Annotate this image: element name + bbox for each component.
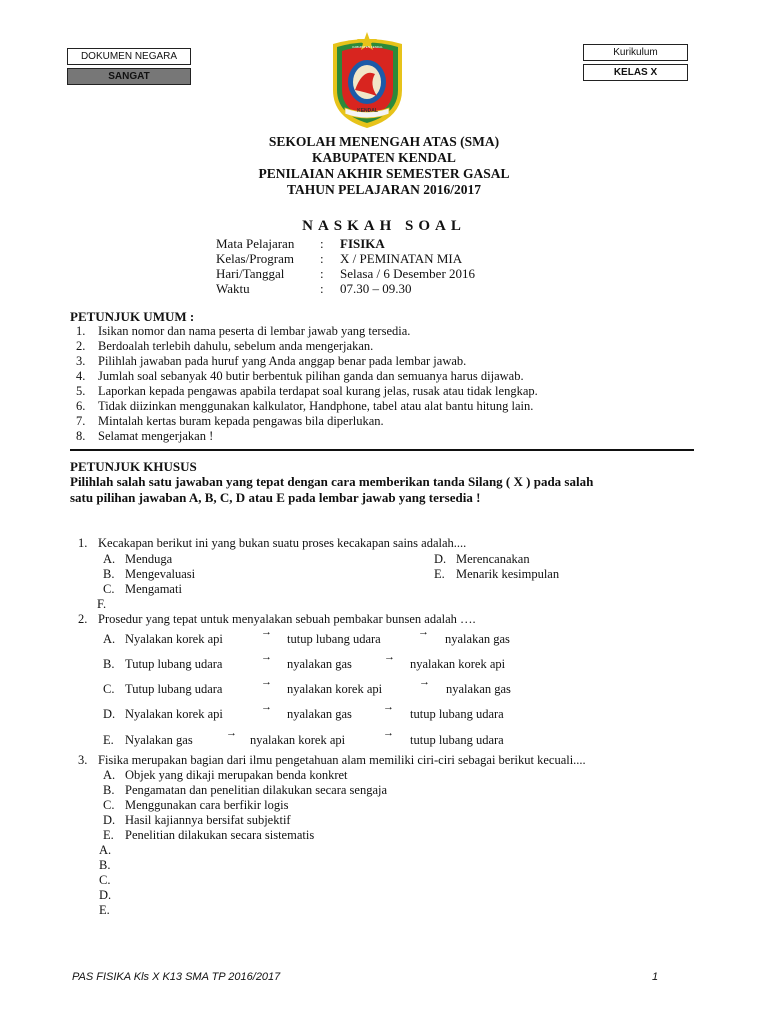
info-value-date: Selasa / 6 Desember 2016 [340, 266, 476, 281]
item-number: 6. [76, 399, 86, 413]
option-letter: A. [103, 768, 116, 782]
option-extra: F. [97, 597, 107, 611]
instruction-item [76, 369, 524, 384]
question-text: Kecakapan berikut ini yang bukan suatu proses kecakapan sains adalah.... [98, 536, 467, 550]
question-1 [78, 536, 466, 551]
option-e [103, 828, 314, 843]
page-number: 1 [652, 971, 659, 983]
option-letter: A. [103, 552, 116, 566]
option-b [103, 783, 387, 798]
option-letter: E. [103, 828, 114, 842]
arrow-icon: → [384, 651, 395, 663]
option-extra: C. [99, 873, 111, 887]
option-letter: D. [434, 552, 447, 566]
option-a [103, 632, 223, 647]
info-value-time: 07.30 – 09.30 [340, 281, 412, 296]
option-extra: E. [99, 903, 110, 917]
arrow-icon: → [418, 626, 429, 638]
info-value-class: X / PEMINATAN MIA [340, 251, 463, 266]
question-2 [78, 612, 476, 627]
option-step: Nyalakan korek api [125, 632, 223, 646]
general-instructions-heading: PETUNJUK UMUM : [70, 309, 195, 324]
special-instructions-heading: PETUNJUK KHUSUS [70, 459, 197, 474]
item-number: 2. [76, 339, 86, 353]
item-text: Pilihlah jawaban pada huruf yang Anda anggap benar pada lembar jawab. [98, 354, 467, 368]
option-text: Menggunakan cara berfikir logis [125, 798, 289, 812]
arrow-icon: → [383, 701, 394, 713]
option-letter: C. [103, 682, 115, 696]
option-text: Penelitian dilakukan secara sistematis [125, 828, 315, 842]
option-text: Menarik kesimpulan [456, 567, 560, 581]
option-letter: B. [103, 657, 115, 671]
option-d [103, 813, 291, 828]
option-letter: B. [103, 783, 115, 797]
item-text: Mintalah kertas buram kepada pengawas bila diperlukan. [98, 414, 384, 428]
option-extra: D. [99, 888, 112, 902]
item-number: 7. [76, 414, 86, 428]
info-colon: : [320, 281, 324, 296]
question-text: Fisika merupakan bagian dari ilmu pengetahuan alam memiliki ciri-ciri sebagai berikut kecuali.... [98, 753, 586, 767]
class-badge: KELAS X [583, 64, 688, 81]
info-label-subject: Mata Pelajaran [216, 236, 295, 251]
secrecy-badge: SANGAT [67, 68, 191, 85]
item-number: 8. [76, 429, 86, 443]
option-step: nyalakan gas [446, 682, 511, 696]
option-text: Objek yang dikaji merupakan benda konkret [125, 768, 348, 782]
option-letter: C. [103, 582, 115, 596]
question-number: 2. [78, 612, 88, 626]
item-number: 1. [76, 324, 86, 338]
option-text: Mengevaluasi [125, 567, 196, 581]
option-extra: B. [99, 858, 111, 872]
option-step: Tutup lubang udara [125, 682, 223, 696]
option-text: Mengamati [125, 582, 182, 596]
item-text: Selamat mengerjakan ! [98, 429, 214, 443]
item-number: 5. [76, 384, 86, 398]
option-d [434, 552, 530, 567]
option-letter: E. [103, 733, 114, 747]
section-divider [70, 449, 694, 451]
question-number: 1. [78, 536, 88, 550]
option-c [103, 682, 222, 697]
arrow-icon: → [226, 727, 237, 739]
arrow-icon: → [261, 701, 272, 713]
regency-name: KABUPATEN KENDAL [312, 150, 456, 165]
option-step: tutup lubang udara [410, 733, 504, 747]
exam-name: PENILAIAN AKHIR SEMESTER GASAL [258, 166, 510, 181]
option-e [103, 733, 193, 748]
question-3 [78, 753, 586, 768]
instruction-item [76, 399, 533, 414]
arrow-icon: → [261, 651, 272, 663]
option-extra: A. [99, 843, 112, 857]
item-text: Laporkan kepada pengawas apabila terdapat soal kurang jelas, rusak atau tidak lengkap. [98, 384, 538, 398]
curriculum-label: Kurikulum [583, 44, 688, 61]
instruction-item [76, 429, 213, 444]
special-instructions-line: Pilihlah salah satu jawaban yang tepat dengan cara memberikan tanda Silang ( X ) pada salah [70, 474, 594, 489]
option-step: Nyalakan gas [125, 733, 193, 747]
option-a [103, 768, 348, 783]
option-step: nyalakan korek api [250, 733, 346, 747]
option-step: nyalakan gas [445, 632, 510, 646]
option-c [103, 582, 182, 597]
arrow-icon: → [419, 676, 430, 688]
item-text: Isikan nomor dan nama peserta di lembar jawab yang tersedia. [98, 324, 411, 338]
option-step: nyalakan gas [287, 657, 352, 671]
option-text: Menduga [125, 552, 173, 566]
document-class-label: DOKUMEN NEGARA [67, 48, 191, 65]
instruction-item [76, 339, 373, 354]
option-b [103, 657, 222, 672]
option-letter: A. [103, 632, 116, 646]
item-text: Berdoalah terlebih dahulu, sebelum anda mengerjakan. [98, 339, 374, 353]
instruction-item [76, 324, 410, 339]
option-step: tutup lubang udara [410, 707, 504, 721]
option-letter: B. [103, 567, 115, 581]
question-text: Prosedur yang tepat untuk menyalakan sebuah pembakar bunsen adalah …. [98, 612, 476, 626]
option-c [103, 798, 288, 813]
option-step: nyalakan korek api [410, 657, 506, 671]
option-letter: D. [103, 707, 116, 721]
info-colon: : [320, 236, 324, 251]
item-number: 4. [76, 369, 86, 383]
info-colon: : [320, 266, 324, 281]
option-d [103, 707, 223, 722]
item-number: 3. [76, 354, 86, 368]
info-label-class: Kelas/Program [216, 251, 294, 266]
option-step: Nyalakan korek api [125, 707, 223, 721]
option-text: Hasil kajiannya bersifat subjektif [125, 813, 291, 827]
arrow-icon: → [261, 676, 272, 688]
option-step: nyalakan gas [287, 707, 352, 721]
instruction-item [76, 384, 538, 399]
instruction-item [76, 414, 384, 429]
arrow-icon: → [261, 626, 272, 638]
option-step: Tutup lubang udara [125, 657, 223, 671]
option-letter: C. [103, 798, 115, 812]
info-colon: : [320, 251, 324, 266]
option-step: nyalakan korek api [287, 682, 383, 696]
item-text: Jumlah soal sebanyak 40 butir berbentuk pilihan ganda dan semuanya harus dijawab. [98, 369, 524, 383]
footer-text: PAS FISIKA Kls X K13 SMA TP 2016/2017 [72, 971, 281, 983]
option-text: Merencanakan [456, 552, 530, 566]
question-number: 3. [78, 753, 88, 767]
document-title: NASKAH SOAL [302, 218, 466, 234]
option-letter: D. [103, 813, 116, 827]
logo-banner-text: KENDAL [357, 108, 378, 114]
info-value-subject: FISIKA [340, 236, 385, 251]
option-step: tutup lubang udara [287, 632, 381, 646]
info-label-time: Waktu [216, 281, 250, 296]
instruction-item [76, 354, 466, 369]
special-instructions-line: satu pilihan jawaban A, B, C, D atau E pada lembar jawab yang tersedia ! [70, 490, 481, 505]
info-label-date: Hari/Tanggal [216, 266, 285, 281]
school-name: SEKOLAH MENENGAH ATAS (SMA) [268, 134, 500, 149]
option-e [434, 567, 559, 582]
academic-year: TAHUN PELAJARAN 2016/2017 [286, 182, 481, 197]
option-a [103, 552, 172, 567]
item-text: Tidak diizinkan menggunakan kalkulator, Handphone, tabel atau alat bantu hitung lain. [98, 399, 534, 413]
logo-ribbon-text: KABUPATEN KENDAL [352, 45, 383, 49]
option-text: Pengamatan dan penelitian dilakukan secara sengaja [125, 783, 388, 797]
option-letter: E. [434, 567, 445, 581]
option-b [103, 567, 195, 582]
arrow-icon: → [383, 727, 394, 739]
